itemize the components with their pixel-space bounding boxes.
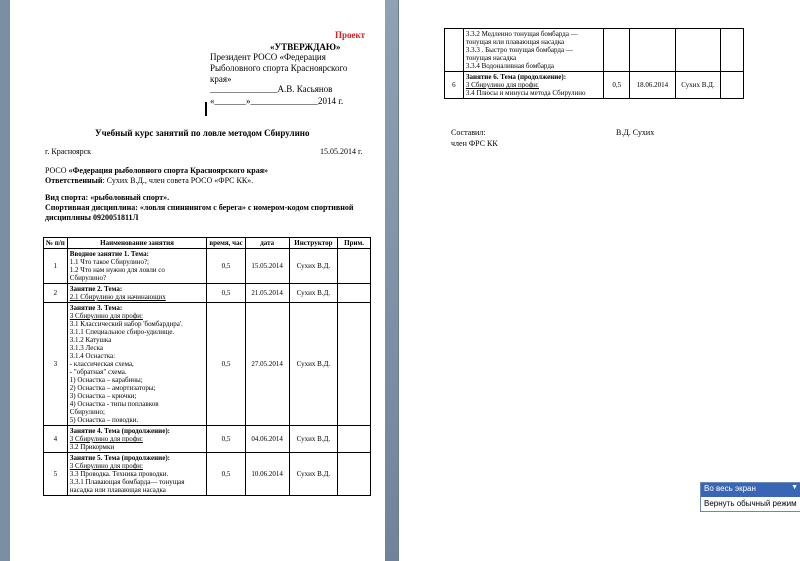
row-number: 5 <box>44 453 68 496</box>
topic-line: 3.2 Прикормки <box>69 443 115 451</box>
approve-heading: «УТВЕРЖДАЮ» <box>270 42 341 52</box>
table-row <box>44 284 371 303</box>
row-note <box>338 453 371 496</box>
topic-line: - классическая схема, <box>69 360 134 368</box>
row-hours: 0,5 <box>207 303 245 426</box>
signature-line: _______________А.В. Касьянов <box>210 84 333 94</box>
topic-line: Занятие 4. Тема (продолжение): <box>69 427 170 435</box>
topic-line: 3.3.4 Водоналивная бомбарда <box>465 62 555 70</box>
row-note <box>338 426 371 453</box>
row-topic <box>67 249 207 284</box>
row-instructor: Сухих В.Д. <box>289 284 338 303</box>
row-instructor: Сухих В.Д. <box>675 72 721 99</box>
table-row <box>44 303 371 426</box>
schedule-table-continued <box>444 28 744 99</box>
topic-line: 3.3.1 Плавающая бомбарда— тонущая <box>69 478 185 486</box>
president-line-2: Рыболовного спорта Красноярского <box>210 63 348 73</box>
table-row <box>445 72 744 99</box>
row-hours <box>604 29 630 72</box>
left-page <box>10 0 386 561</box>
topic-line: 3 Сбирулино для профи: <box>69 435 143 443</box>
row-number: 1 <box>44 249 68 284</box>
topic-line: 3.4 Плюсы и минусы метода Сбирулино <box>465 89 586 97</box>
row-note <box>338 303 371 426</box>
col-header-instructor: Инструктор <box>289 238 338 249</box>
row-number <box>445 29 464 72</box>
table-row <box>44 453 371 496</box>
col-header-num: № п/п <box>44 238 68 249</box>
col-header-note: Прим. <box>338 238 371 249</box>
row-number: 6 <box>445 72 464 99</box>
table-body-continued <box>445 29 744 99</box>
table-row <box>445 29 744 72</box>
compiled-label: Составил: <box>451 128 486 137</box>
topic-line: 3.1.1 Специальное сбиро-удилище. <box>69 328 175 336</box>
topic-line: Занятие 6. Тема (продолжение): <box>465 73 567 81</box>
topic-line: 3) Оснастка – крючки; <box>69 392 137 400</box>
text-cursor <box>205 102 207 116</box>
topic-line: 3.1 Классический набор 'бомбардира'. <box>69 320 183 328</box>
row-note <box>338 249 371 284</box>
topic-line: 5) Оснастка – поводки. <box>69 416 139 424</box>
watermark: www.tugun.ru <box>734 548 788 557</box>
responsible-line <box>45 176 253 186</box>
project-label: Проект <box>335 30 366 40</box>
row-note <box>338 284 371 303</box>
row-topic <box>67 303 207 426</box>
col-header-date: дата <box>245 238 289 249</box>
president-line-1: Президент РОСО «Федерация <box>210 52 326 62</box>
responsible-value: : Сухих В.Д., член совета РОСО «ФРС КК». <box>102 176 254 185</box>
president-block <box>210 52 347 85</box>
row-number: 3 <box>44 303 68 426</box>
topic-line: 1.2 Что нам нужно для ловли со <box>69 266 165 274</box>
row-topic <box>67 453 207 496</box>
chevron-down-icon[interactable]: ▼ <box>791 484 798 491</box>
row-instructor: Сухих В.Д. <box>289 303 338 426</box>
row-date: 21.05.2014 <box>245 284 289 303</box>
topic-line: - "обратная" схема. <box>69 368 127 376</box>
topic-line: Занятие 3. Тема: <box>69 304 123 312</box>
document-title: Учебный курс занятий по ловле методом Сбирулино <box>95 128 310 138</box>
topic-line: 3.1.3 Леска <box>69 344 104 352</box>
row-date: 18.06.2014 <box>630 72 675 99</box>
row-hours: 0,5 <box>604 72 630 99</box>
row-hours: 0,5 <box>207 249 245 284</box>
member-text: член ФРС КК <box>451 139 498 148</box>
right-page <box>398 0 800 561</box>
table-row <box>44 249 371 284</box>
row-hours: 0,5 <box>207 453 245 496</box>
topic-line: Сбирулино? <box>69 274 107 282</box>
row-date: 10.06.2014 <box>245 453 289 496</box>
topic-line: 3 Сбирулино для профи: <box>69 312 143 320</box>
topic-line: тонущая или плавающая насадка <box>465 38 565 46</box>
row-hours: 0,5 <box>207 426 245 453</box>
responsible-label: Ответственный <box>45 176 103 185</box>
topic-line: Занятие 5. Тема (продолжение): <box>69 454 170 462</box>
view-mode-selected-label: Во весь экран <box>704 484 756 493</box>
row-date <box>630 29 675 72</box>
president-line-3: края» <box>210 74 232 84</box>
row-date: 15.05.2014 <box>245 249 289 284</box>
schedule-table <box>43 237 371 496</box>
table-body <box>44 249 371 496</box>
row-note <box>721 29 744 72</box>
row-date: 27.05.2014 <box>245 303 289 426</box>
row-instructor: Сухих В.Д. <box>289 453 338 496</box>
col-header-topic: Наименование занятия <box>67 238 207 249</box>
date-line: «_______»_______________2014 г. <box>210 96 344 106</box>
row-instructor: Сухих В.Д. <box>289 426 338 453</box>
sport-type: Вид спорта: «рыболовный спорт». <box>45 193 170 202</box>
topic-line: 1.1 Что такое Сбирулино?; <box>69 258 150 266</box>
row-hours: 0,5 <box>207 284 245 303</box>
row-note <box>721 72 744 99</box>
row-topic <box>67 426 207 453</box>
row-topic <box>463 72 603 99</box>
org-name: «Федерация рыболовного спорта Красноярского края» <box>68 166 269 175</box>
topic-line: 1) Оснастка – карабины; <box>69 376 143 384</box>
table-row <box>44 426 371 453</box>
topic-line: Занятие 2. Тема: <box>69 285 123 293</box>
topic-line: 3.3.3 . Быстро тонущая бомбарда — <box>465 46 573 54</box>
topic-line: 3 Сбирулино для профи: <box>465 81 539 89</box>
page-gutter <box>385 0 398 561</box>
topic-line: Сбирулино; <box>69 408 105 416</box>
topic-line: 4) Оснастка - типы поплавков <box>69 400 159 408</box>
topic-line: тонущая насадка <box>465 54 517 62</box>
discipline-line-1: Спортивная дисциплина: «ловля спиннингом с берега» с номером-кодом спортивной <box>45 203 354 212</box>
row-instructor <box>675 29 721 72</box>
row-instructor: Сухих В.Д. <box>289 249 338 284</box>
view-mode-dropdown[interactable] <box>700 482 800 512</box>
row-topic <box>463 29 603 72</box>
topic-line: 3.1.4 Оснастка: <box>69 352 116 360</box>
topic-line: насадка или плавающая насадка <box>69 486 166 494</box>
topic-line: 2) Оснастка – амортизаторы; <box>69 384 156 392</box>
view-mode-option-normal[interactable]: Вернуть обычный режим <box>704 499 797 508</box>
compiled-name: В.Д. Сухих <box>616 128 655 137</box>
row-topic <box>67 284 207 303</box>
topic-line: 3.1.2 Катушка <box>69 336 112 344</box>
view-mode-selected[interactable] <box>701 483 800 497</box>
topic-line: 3.3 Проводка. Техника проводки. <box>69 470 169 478</box>
org-prefix: РОСО <box>45 166 69 175</box>
topic-line: 3 Сбирулино для профи: <box>69 462 143 470</box>
document-date: 15.05.2014 г. <box>320 147 363 156</box>
row-date: 04.06.2014 <box>245 426 289 453</box>
topic-line: 3.3.2 Медленно тонущая бомбарда — <box>465 30 578 38</box>
row-number: 4 <box>44 426 68 453</box>
place-text: г. Красноярск <box>45 147 92 156</box>
topic-line: 2.1 Сбирулино для начинающих <box>69 293 166 301</box>
col-header-hours: время, час <box>207 238 245 249</box>
org-line <box>45 166 268 176</box>
row-number: 2 <box>44 284 68 303</box>
table-header-row <box>44 238 371 249</box>
discipline-line-2: дисциплины 0920051811Л <box>45 213 139 222</box>
topic-line: Вводное занятие 1. Тема: <box>69 250 149 258</box>
